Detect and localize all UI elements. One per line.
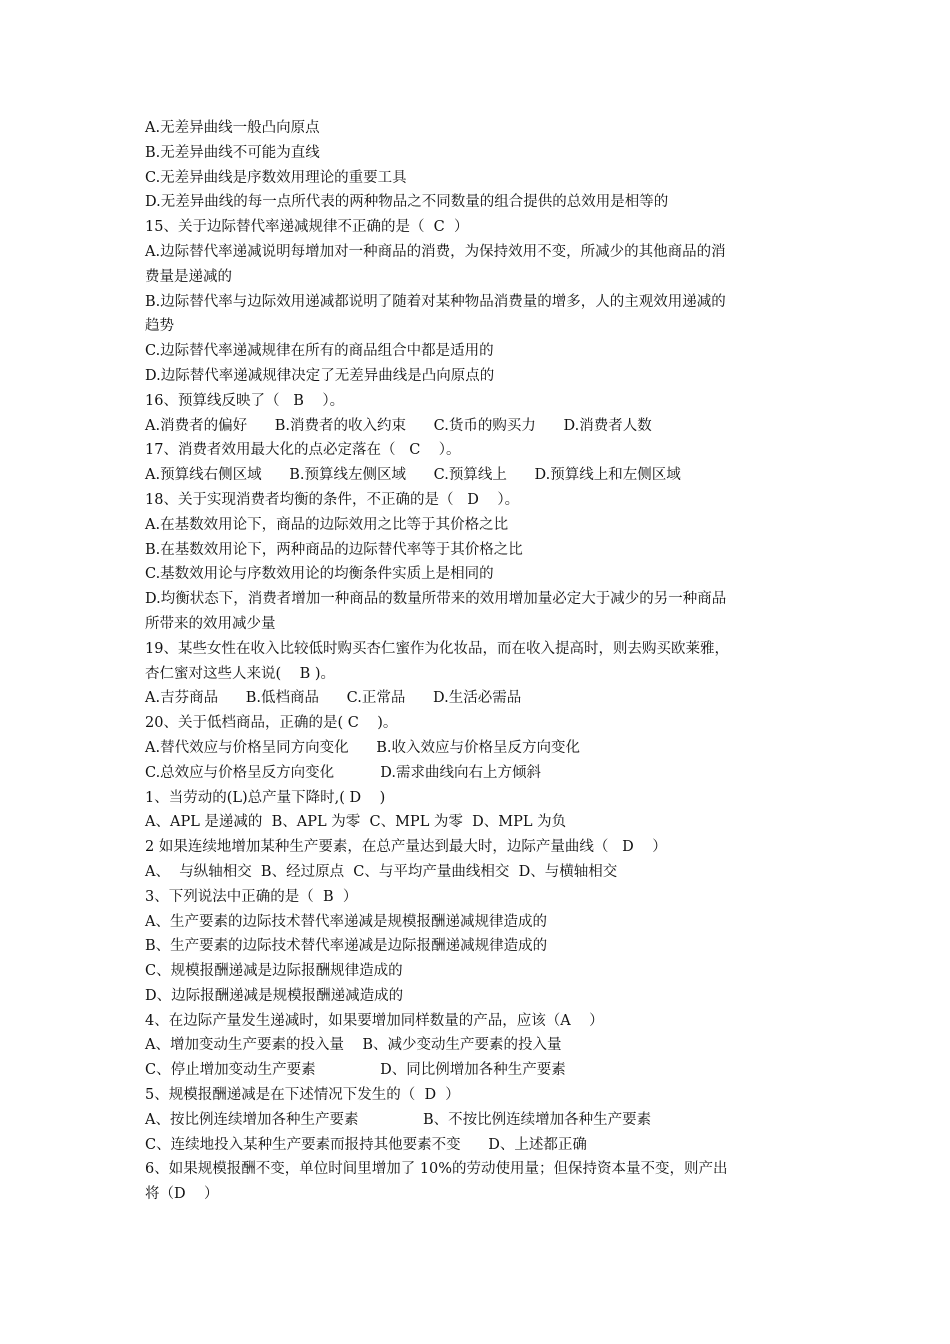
text-line: A.消费者的偏好 B.消费者的收入约束 C.货币的购买力 D.消费者人数	[145, 417, 652, 434]
text-line: 所带来的效用减少量	[145, 615, 276, 632]
text-line: C、连续地投入某种生产要素而报持其他要素不变 D、上述都正确	[145, 1136, 587, 1153]
text-line: 费量是递减的	[145, 268, 232, 285]
text-line: B.边际替代率与边际效用递减都说明了随着对某种物品消费量的增多，人的主观效用递减的	[145, 293, 726, 310]
text-line: D.边际替代率递减规律决定了无差异曲线是凸向原点的	[145, 367, 495, 384]
text-line: A、增加变动生产要素的投入量 B、减少变动生产要素的投入量	[145, 1037, 562, 1054]
text-line: A.无差异曲线一般凸向原点	[145, 120, 320, 136]
text-line: A.替代效应与价格呈同方向变化 B.收入效应与价格呈反方向变化	[145, 739, 580, 756]
text-line: 趋势	[145, 318, 174, 335]
text-line: C、停止增加变动生产要素 D、同比例增加各种生产要素	[145, 1062, 566, 1079]
text-line: 16、预算线反映了（ B ）。	[145, 392, 345, 409]
text-line: 杏仁蜜对这些人来说( B )。	[145, 665, 336, 682]
text-line: 5、规模报酬递减是在下述情况下发生的（ D ）	[145, 1087, 460, 1104]
text-line: A、生产要素的边际技术替代率递减是规模报酬递减规律造成的	[145, 913, 547, 930]
text-line: 17、消费者效用最大化的点必定落在（ C ）。	[145, 442, 461, 459]
text-line: B、生产要素的边际技术替代率递减是边际报酬递减规律造成的	[145, 938, 548, 955]
document-page	[145, 116, 810, 1207]
text-line: C.基数效用论与序数效用论的均衡条件实质上是相同的	[145, 566, 494, 583]
text-line: 18、关于实现消费者均衡的条件，不正确的是（ D ）。	[145, 491, 520, 508]
text-line: C.总效应与价格呈反方向变化 D.需求曲线向右上方倾斜	[145, 764, 541, 781]
text-line: A.边际替代率递减说明每增加对一种商品的消费，为保持效用不变，所减少的其他商品的消	[145, 243, 726, 260]
text-line: D.无差异曲线的每一点所代表的两种物品之不同数量的组合提供的总效用是相等的	[145, 194, 669, 211]
text-line: C.无差异曲线是序数效用理论的重要工具	[145, 169, 407, 186]
text-line: 6、如果规模报酬不变，单位时间里增加了 10%的劳动使用量；但保持资本量不变，则产出	[145, 1161, 728, 1178]
text-line: 3、下列说法中正确的是（ B ）	[145, 888, 358, 905]
text-line: 19、某些女性在收入比较低时购买杏仁蜜作为化妆品，而在收入提高时，则去购买欧莱雅，	[145, 640, 729, 657]
text-line: 1、当劳动的(L)总产量下降时,( D )	[145, 789, 386, 806]
text-line: 20、关于低档商品，正确的是( C )。	[145, 715, 398, 732]
text-line: B.在基数效用论下，两种商品的边际替代率等于其价格之比	[145, 541, 523, 558]
text-line: 15、关于边际替代率递减规律不正确的是（ C ）	[145, 219, 469, 236]
text-line: A.吉芬商品 B.低档商品 C.正常品 D.生活必需品	[145, 690, 522, 707]
text-line: 2 如果连续地增加某种生产要素，在总产量达到最大时，边际产量曲线（ D ）	[145, 839, 667, 856]
text-line: D.均衡状态下，消费者增加一种商品的数量所带来的效用增加量必定大于减少的另一种商品	[145, 591, 727, 608]
text-line: C、规模报酬递减是边际报酬规律造成的	[145, 963, 403, 980]
text-line: D、边际报酬递减是规模报酬递减造成的	[145, 987, 404, 1004]
text-line: C.边际替代率递减规律在所有的商品组合中都是适用的	[145, 343, 494, 360]
text-line: 将（D ）	[145, 1186, 219, 1203]
text-line: A、 与纵轴相交 B、经过原点 C、与平均产量曲线相交 D、与横轴相交	[145, 863, 618, 880]
text-line: 4、在边际产量发生递减时，如果要增加同样数量的产品，应该（A ）	[145, 1012, 604, 1029]
text-line: B.无差异曲线不可能为直线	[145, 144, 320, 161]
text-line: A、按比例连续增加各种生产要素 B、不按比例连续增加各种生产要素	[145, 1111, 652, 1128]
text-line: A、APL 是递减的 B、APL 为零 C、MPL 为零 D、MPL 为负	[145, 814, 567, 831]
text-line: A.预算线右侧区域 B.预算线左侧区域 C.预算线上 D.预算线上和左侧区域	[145, 467, 681, 484]
text-line: A.在基数效用论下，商品的边际效用之比等于其价格之比	[145, 516, 509, 533]
